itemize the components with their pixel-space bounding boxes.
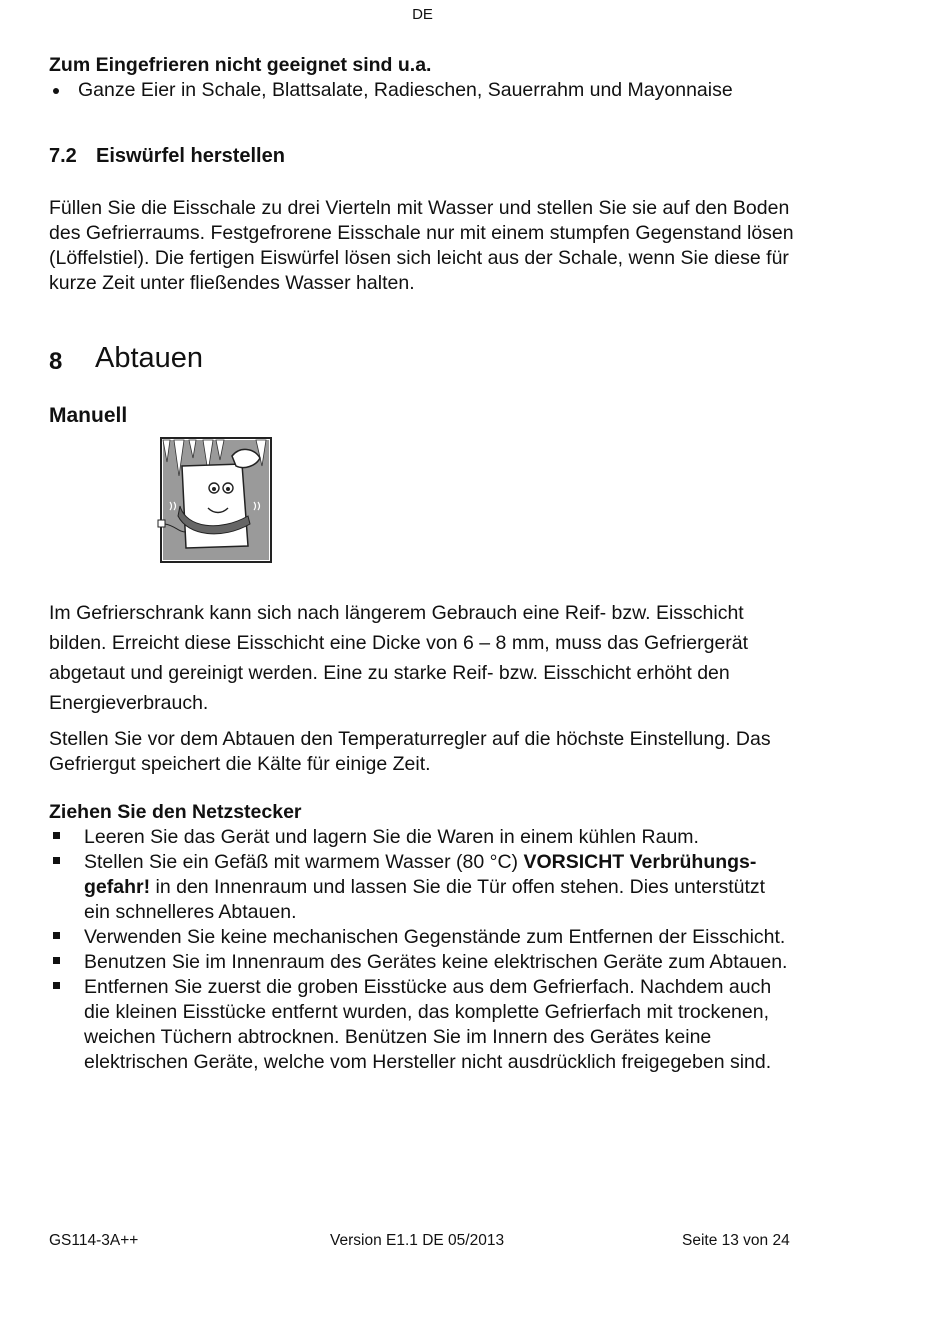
body-line: Energieverbrauch. [49, 692, 209, 714]
footer-page-number: Seite 13 von 24 [682, 1232, 790, 1249]
bullet-dot [53, 88, 59, 94]
header-language: DE [412, 6, 433, 23]
section-7-2-number: 7.2 [49, 145, 77, 167]
body-line: bilden. Erreicht diese Eisschicht eine Dicke von 6 – 8 mm, muss das Gefriergerät [49, 632, 749, 654]
bullet-square [53, 932, 60, 939]
body-line: Im Gefrierschrank kann sich nach längerem Gebrauch eine Reif- bzw. Eisschicht [49, 602, 744, 624]
unplug-item-4: Benutzen Sie im Innenraum des Gerätes keine elektrischen Geräte zum Abtauen. [84, 951, 788, 973]
not-suitable-item: Ganze Eier in Schale, Blattsalate, Radieschen, Sauerrahm und Mayonnaise [78, 79, 733, 101]
section-7-2-title: Eiswürfel herstellen [96, 145, 285, 167]
body-line: Stellen Sie vor dem Abtauen den Temperaturregler auf die höchste Einstellung. Das [49, 728, 771, 750]
scald-warning-b: gefahr! [84, 876, 151, 898]
body-line: weichen Tüchern abtrocknen. Benützen Sie im Innern des Gerätes keine [84, 1026, 712, 1048]
body-line: Entfernen Sie zuerst die groben Eisstücke aus dem Gefrierfach. Nachdem auch [84, 976, 772, 998]
not-suitable-heading: Zum Eingefrieren nicht geeignet sind u.a. [49, 54, 432, 76]
unplug-item-1: Leeren Sie das Gerät und lagern Sie die Waren in einem kühlen Raum. [84, 826, 699, 848]
bullet-square [53, 832, 60, 839]
body-line: Füllen Sie die Eisschale zu drei Vierteln mit Wasser und stellen Sie sie auf den Boden [49, 197, 790, 219]
body-line: die kleinen Eisstücke entfernt wurden, das komplette Gefrierfach mit trockenen, [84, 1001, 770, 1023]
manuell-heading: Manuell [49, 404, 128, 427]
body-line: (Löffelstiel). Die fertigen Eiswürfel lösen sich leicht aus der Schale, wenn Sie diese für [49, 247, 789, 269]
footer-version: Version E1.1 DE 05/2013 [330, 1232, 505, 1249]
freezer-with-ice-illustration [156, 436, 274, 566]
bullet-square [53, 957, 60, 964]
section-8-title: Abtauen [95, 342, 204, 374]
body-line: des Gefrierraums. Festgefrorene Eisschale nur mit einem stumpfen Gegenstand lösen [49, 222, 794, 244]
footer-model: GS114-3A++ [49, 1232, 139, 1249]
item-2-text-c: ein schnelleres Abtauen. [84, 901, 297, 923]
bullet-square [53, 982, 60, 989]
item-2-text-b: in den Innenraum und lassen Sie die Tür offen stehen. Dies unterstützt [150, 876, 766, 898]
section-8-number: 8 [49, 348, 63, 375]
body-line: elektrischen Geräte, welche vom Hersteller nicht ausdrücklich freigegeben sind. [84, 1051, 772, 1073]
body-line: kurze Zeit unter fließendes Wasser halten. [49, 272, 415, 294]
body-line: abgetaut und gereinigt werden. Eine zu starke Reif- bzw. Eisschicht erhöht den [49, 662, 730, 684]
unplug-heading: Ziehen Sie den Netzstecker [49, 801, 302, 823]
unplug-item-2 [84, 850, 884, 925]
bullet-square [53, 857, 60, 864]
manuell-para-1 [49, 598, 879, 718]
manuell-para-2 [49, 727, 879, 777]
unplug-item-3: Verwenden Sie keine mechanischen Gegenstände zum Entfernen der Eisschicht. [84, 926, 786, 948]
item-2-text-a: Stellen Sie ein Gefäß mit warmem Wasser (80 °C) [84, 851, 524, 873]
section-7-2-body [49, 196, 879, 296]
scald-warning-a: VORSICHT Verbrühungs- [523, 851, 757, 873]
body-line: Gefriergut speichert die Kälte für einige Zeit. [49, 753, 431, 775]
unplug-item-5 [84, 975, 884, 1075]
